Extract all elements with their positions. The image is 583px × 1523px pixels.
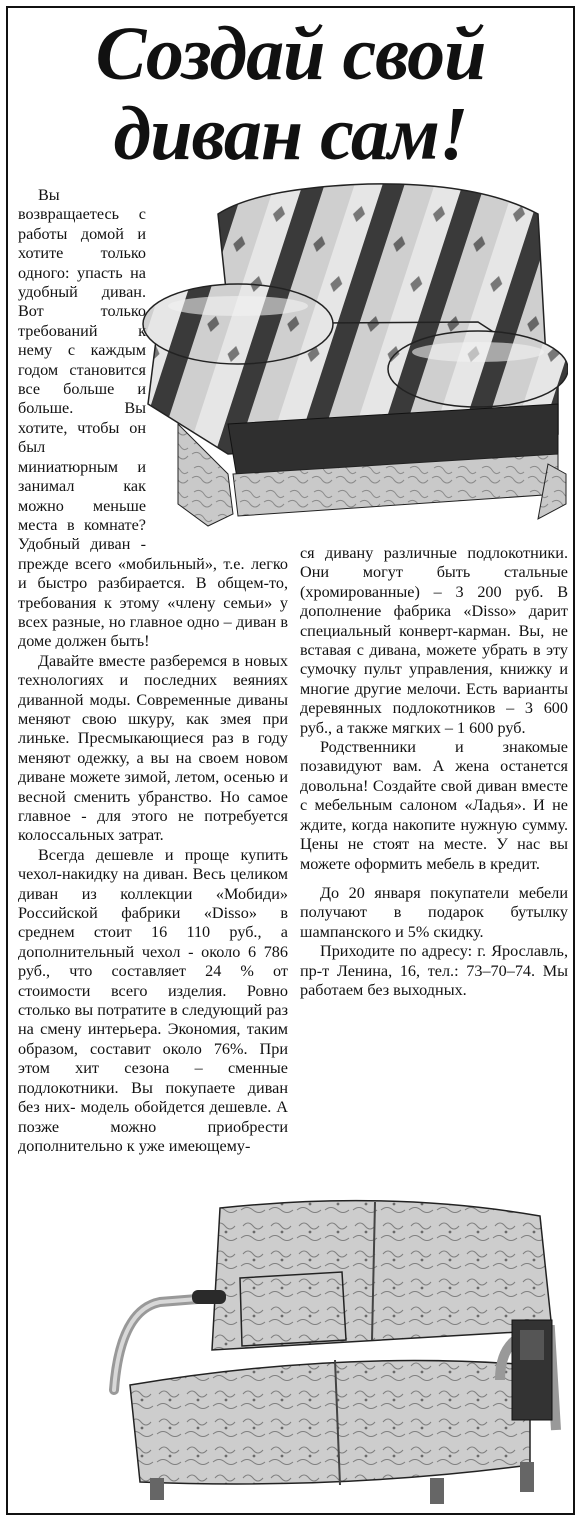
headline [8,14,573,174]
paragraph-armrests: ся дивану различные подлокотники. Они могут быть стальные (хромированные) – 3 200 руб. В дополнение фабрика «Disso» дарит специальный конверт-карман. Вы, не вставая с дивана, можете убрать в эту сумочку пульт управления, книжку и многие другие мелочи. Есть варианты деревянных подлокотников – 3 600 руб., а также мягких – 1 600 руб. [300,544,568,737]
paragraph-intro: Вы возвращаетесь с работы домой и хотите только одного: упасть на удобный диван. Вот только требований к нему с каждым годом становится все больше и больше. Вы хотите, чтобы он был миниатюрным и занимал как можно меньше места в комнате? Удобный диван - прежде всего «мобильный», т.е. легко и быстро разбирается. В общем-то, требования к этому «члену семьи» у всех разные, но главное одно – диван в доме должен быть! [18,186,288,651]
paragraph-address: Приходите по адресу: г. Ярославль, пр-т Ленина, 16, тел.: 73–70–74. Мы работаем без выходных. [300,942,568,999]
headline-line-1: Создай свой [95,12,486,96]
left-column [18,186,288,1156]
paragraph-relatives: Родственники и знакомые позавидуют вам. А жена останется довольна! Создайте свой диван вместе с мебельным салоном «Ладья». И не ждите, когда накопите нужную сумму. Цены не стоят на месте. У нас вы можете оформить мебель в кредит. [300,738,568,873]
patterned-sofa-photo [100,1190,572,1515]
article-frame [6,6,575,1515]
paragraph-fashion: Давайте вместе разберемся в новых технологиях и последних веяниях диванной моды. Современные диваны меняют свою шкуру, как змея при линьке. Пресмыкающиеся раз в году меняют одежку, а вы на своем новом диване можете зимой, летом, осенью и весной сменить убранство. Но самое главное - для этого не потребуется колоссальных затрат. [18,651,288,845]
paragraph-price: Всегда дешевле и проще купить чехол-накидку на диван. Весь целиком диван из коллекции «Мобиди» Российской фабрики «Disso» в среднем стоит 16 110 руб., а дополнительный чехол - около 6 786 руб., что составляет 24 % от стоимости всего изделия. Ровно столько вы потратите в следующий раз на смену интерьера. Экономия, таким образом, составит около 76%. При этом хит сезона – сменные подлокотники. Вы покупаете диван без них- модель обойдется дешевле. А позже можно приобрести дополнительно к уже имеющему- [18,845,288,1155]
paragraph-promo: До 20 января покупатели мебели получают в подарок бутылку шампанского и 5% скидку. [300,883,568,941]
sofa-photo-wrap-shim [146,186,288,536]
right-column [300,544,568,1000]
headline-line-2: диван сам! [113,92,468,176]
